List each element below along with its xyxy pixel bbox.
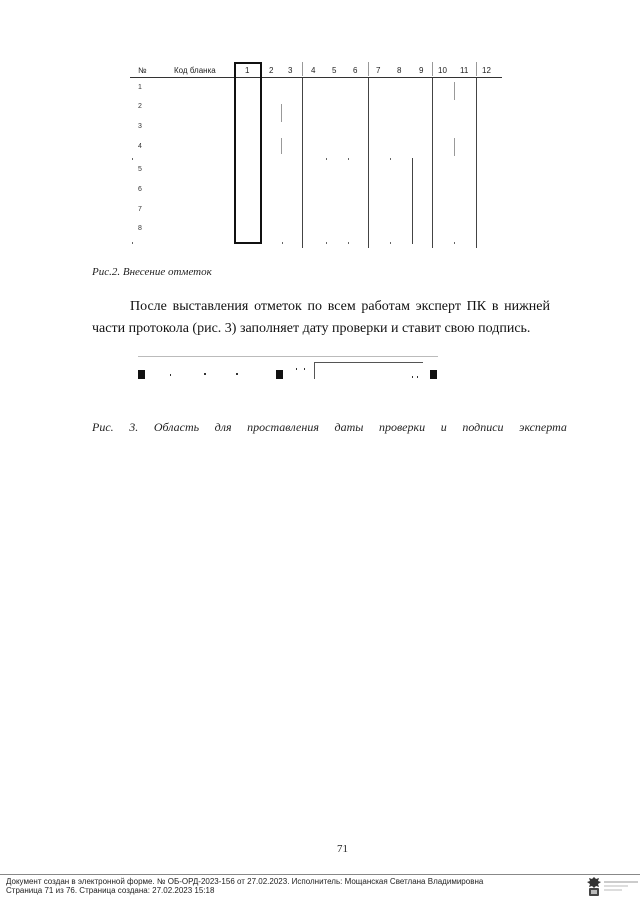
row-divider-dot [454, 242, 455, 244]
caption-word: для [214, 420, 232, 434]
caption-word: Область [153, 420, 200, 434]
selected-column-highlight [234, 62, 262, 244]
caption-word: проверки [378, 420, 426, 434]
tick-mark [304, 368, 305, 370]
column-separator [454, 82, 455, 100]
row-number: 3 [138, 123, 142, 130]
row-number: 4 [138, 143, 142, 150]
column-header-11: 11 [460, 66, 469, 75]
column-separator [476, 78, 477, 248]
column-header-6: 6 [353, 66, 358, 75]
column-separator [412, 158, 413, 244]
column-separator [432, 62, 433, 76]
row-divider-dot [326, 242, 327, 244]
caption-word: проставления [247, 420, 319, 434]
column-separator [281, 138, 282, 154]
column-header-1: 1 [245, 66, 250, 75]
tick-mark [296, 368, 297, 370]
footer-divider [0, 874, 640, 875]
caption-word: даты [334, 420, 364, 434]
tick-mark [236, 373, 238, 375]
column-separator [281, 104, 282, 122]
row-number: 7 [138, 206, 142, 213]
caption-word: Рис. [92, 420, 114, 434]
figure-2-caption: Рис.2. Внесение отметок [92, 266, 212, 278]
row-number: 8 [138, 225, 142, 232]
column-header-2: 2 [269, 66, 274, 75]
column-header-7: 7 [376, 66, 381, 75]
footer-line-2: Страница 71 из 76. Страница создана: 27.02.2023 15:18 [6, 886, 215, 895]
protocol-table-figure [126, 62, 506, 252]
figure-3-top-line [138, 356, 438, 357]
tick-mark [170, 374, 171, 376]
caption-word: 3. [129, 420, 139, 434]
column-header-8: 8 [397, 66, 402, 75]
emblem-caption [604, 878, 638, 891]
footer-line-1: Документ создан в электронной форме. № ОБ-ОРД-2023-156 от 27.02.2023. Исполнитель: Мощанская Светлана Владимировна [6, 877, 484, 886]
column-separator [368, 78, 369, 248]
row-divider-dot [132, 158, 133, 160]
column-separator [476, 62, 477, 76]
column-separator [302, 62, 303, 76]
coat-of-arms-icon [586, 876, 602, 898]
column-separator [368, 62, 369, 76]
column-header-10: 10 [438, 66, 447, 75]
row-divider-dot [390, 242, 391, 244]
row-divider-dot [390, 158, 391, 160]
column-separator [454, 138, 455, 156]
tick-mark [412, 376, 413, 378]
row-number: 5 [138, 166, 142, 173]
caption-word: и [440, 420, 447, 434]
figure-3-caption [92, 420, 567, 435]
column-header-3: 3 [288, 66, 293, 75]
caption-word: подписи [462, 420, 504, 434]
column-header-12: 12 [482, 66, 491, 75]
column-header-form-code: Код бланка [174, 66, 216, 75]
row-divider-dot [348, 158, 349, 160]
tick-mark [204, 373, 206, 375]
column-header-number: № [138, 66, 147, 75]
signature-area-figure [136, 356, 442, 386]
row-number: 6 [138, 186, 142, 193]
header-underline [130, 77, 502, 78]
body-paragraph: После выставления отметок по всем работам эксперт ПК в нижней части протокола (рис. 3) заполняет дату проверки и ставит свою подпись. [92, 299, 550, 336]
page-number: 71 [337, 843, 348, 855]
row-divider-dot [132, 242, 133, 244]
row-divider-dot [348, 242, 349, 244]
marker-square [430, 370, 437, 379]
signature-box [314, 362, 423, 379]
column-separator [432, 78, 433, 248]
column-header-9: 9 [419, 66, 424, 75]
marker-square [138, 370, 145, 379]
tick-mark [417, 376, 418, 378]
column-separator [302, 78, 303, 248]
caption-word: эксперта [519, 420, 567, 434]
row-divider-dot [326, 158, 327, 160]
marker-square [276, 370, 283, 379]
row-divider-dot [282, 242, 283, 244]
row-number: 1 [138, 84, 142, 91]
column-header-4: 4 [311, 66, 316, 75]
row-number: 2 [138, 103, 142, 110]
column-header-5: 5 [332, 66, 337, 75]
